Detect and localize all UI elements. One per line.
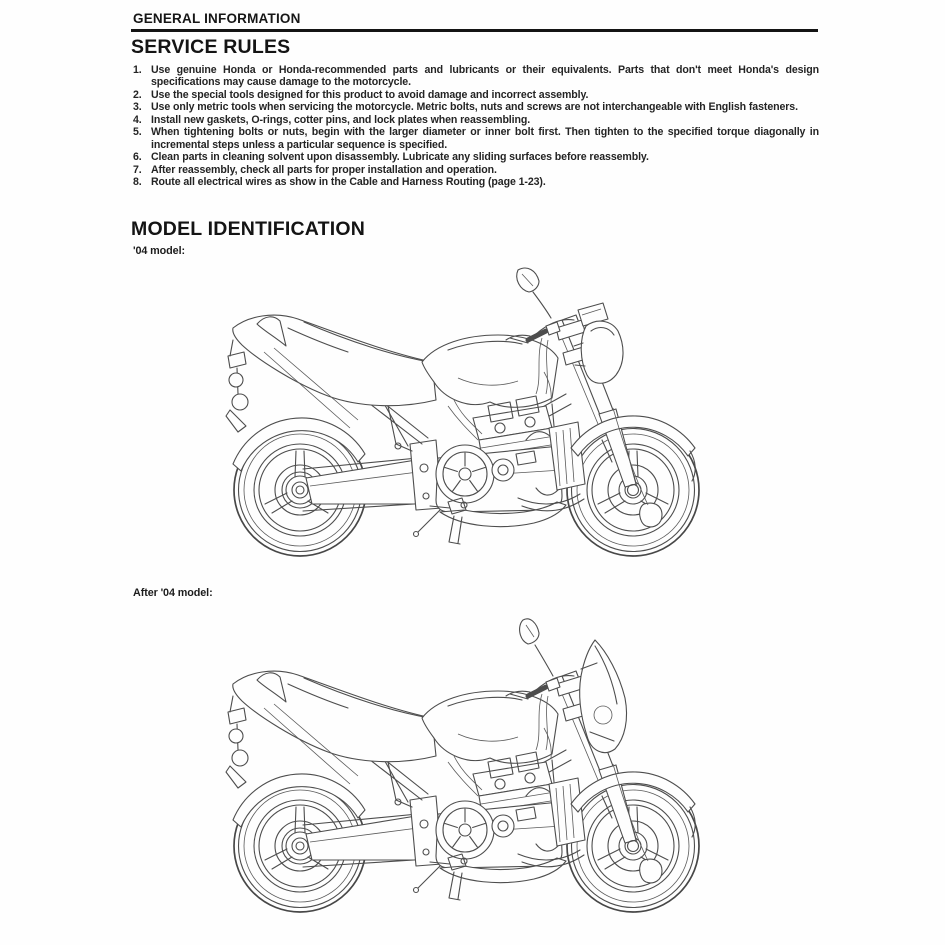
rule-number: 5. (133, 126, 142, 139)
header-rule (131, 29, 818, 32)
rule-number: 1. (133, 64, 142, 76)
service-rule-item (133, 151, 819, 163)
section-title-service-rules: SERVICE RULES (131, 36, 291, 58)
service-rule-item (133, 126, 819, 151)
motorcycle-drawing-after-04-model (200, 614, 700, 934)
rule-text: Use the special tools designed for this product to avoid damage and incorrect assembly. (151, 88, 589, 101)
rule-text: When tightening bolts or nuts, begin with the larger diameter or inner bolt first. Then tighten to the specified torque diagonally in incremental steps unless a particular sequence is specified. (151, 126, 819, 151)
rule-text: Install new gaskets, O-rings, cotter pins, and lock plates when reassembling. (151, 113, 531, 126)
service-rule-item (133, 114, 819, 126)
service-rule-item (133, 89, 819, 101)
rule-text: Route all electrical wires as show in the Cable and Harness Routing (page 1-23). (151, 176, 546, 189)
service-rule-item (133, 101, 819, 113)
rule-text: Use only metric tools when servicing the motorcycle. Metric bolts, nuts and screws are not interchangeable with English fasteners. (151, 101, 798, 114)
rule-text: After reassembly, check all parts for proper installation and operation. (151, 163, 497, 176)
service-rule-item (133, 164, 819, 176)
motorcycle-body (226, 315, 699, 556)
motorcycle-body (226, 671, 699, 912)
section-title-model-identification: MODEL IDENTIFICATION (131, 218, 366, 240)
motorcycle-drawing-04-model (200, 258, 700, 578)
service-rule-item (133, 176, 819, 188)
figure-label-after-04-model: After '04 model: (133, 587, 213, 599)
rule-number: 7. (133, 163, 142, 176)
rule-number: 3. (133, 101, 142, 114)
breadcrumb: GENERAL INFORMATION (133, 11, 301, 26)
rule-text: Clean parts in cleaning solvent upon disassembly. Lubricate any sliding surfaces before reassembly. (151, 151, 649, 164)
rule-number: 8. (133, 176, 142, 189)
rule-number: 4. (133, 113, 142, 126)
service-rule-item (133, 64, 819, 89)
rule-number: 2. (133, 88, 142, 101)
figure-label-04-model: '04 model: (133, 245, 185, 257)
rule-number: 6. (133, 151, 142, 164)
service-rules-list (133, 64, 819, 189)
rule-text: Use genuine Honda or Honda-recommended parts and lubricants or their equivalents. Parts that don't meet Honda's design specifications may cause damage to the motorcycle. (151, 64, 819, 89)
